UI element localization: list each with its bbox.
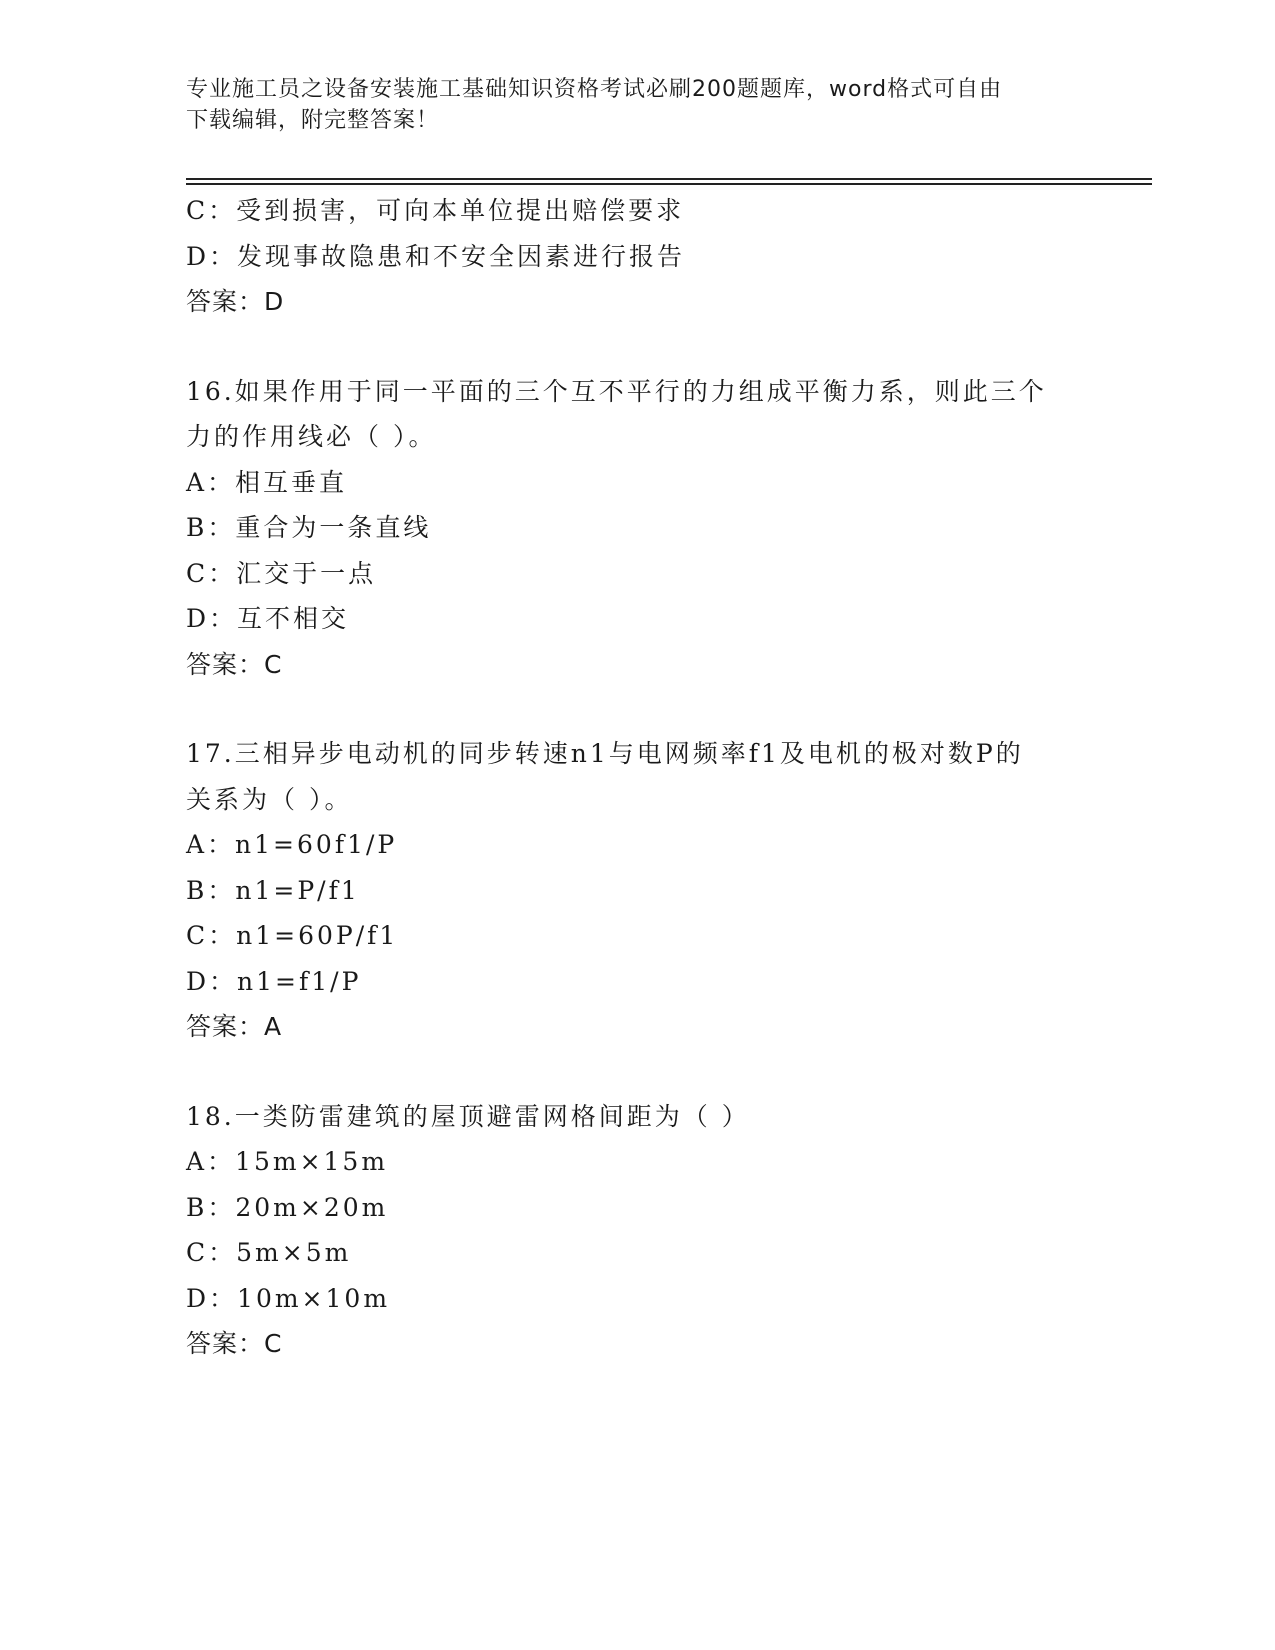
option-d: D：互不相交 — [186, 604, 350, 633]
option-b: B：20m×20m — [186, 1192, 389, 1222]
option-a: A：n1=60f1/P — [186, 830, 398, 859]
answer-line: 答案：C — [186, 649, 283, 679]
option-c: C：n1=60P/f1 — [186, 921, 399, 950]
option-c: C：5m×5m — [186, 1238, 352, 1267]
answer-line: 答案：C — [186, 1329, 283, 1358]
question-stem: 17.三相异步电动机的同步转速n1与电网频率f1及电机的极对数P的 — [186, 739, 1024, 768]
header-divider-bottom — [186, 183, 1152, 185]
question-stem: 16.如果作用于同一平面的三个互不平行的力组成平衡力系，则此三个 — [186, 376, 1047, 406]
option-b: B：重合为一条直线 — [186, 513, 432, 542]
question-17 — [186, 731, 1086, 1050]
question-list — [186, 188, 1086, 1367]
question-15-tail — [186, 188, 1086, 325]
option-d: D：发现事故隐患和不安全因素进行报告 — [186, 241, 686, 271]
option-b: B：n1=P/f1 — [186, 875, 360, 905]
option-a: A：相互垂直 — [186, 467, 348, 497]
option-d: D：n1=f1/P — [186, 966, 362, 996]
question-16 — [186, 369, 1086, 688]
option-d: D：10m×10m — [186, 1283, 391, 1313]
option-a: A：15m×15m — [186, 1147, 389, 1176]
question-18 — [186, 1094, 1086, 1367]
question-stem: 18.一类防雷建筑的屋顶避雷网格间距为（ ） — [186, 1101, 750, 1131]
answer-line: 答案：D — [186, 287, 285, 316]
answer-line: 答案：A — [186, 1012, 283, 1041]
question-stem-continued: 力的作用线必（ ）。 — [186, 422, 437, 451]
document-header — [186, 74, 1066, 136]
question-stem-continued: 关系为（ ）。 — [186, 784, 353, 814]
header-divider-top — [186, 178, 1152, 180]
option-c: C：受到损害，可向本单位提出赔偿要求 — [186, 196, 685, 225]
header-line-1: 专业施工员之设备安装施工基础知识资格考试必刷200题题库，word格式可自由 — [186, 77, 1003, 102]
option-c: C：汇交于一点 — [186, 558, 377, 588]
header-line-2: 下载编辑，附完整答案！ — [186, 108, 440, 133]
